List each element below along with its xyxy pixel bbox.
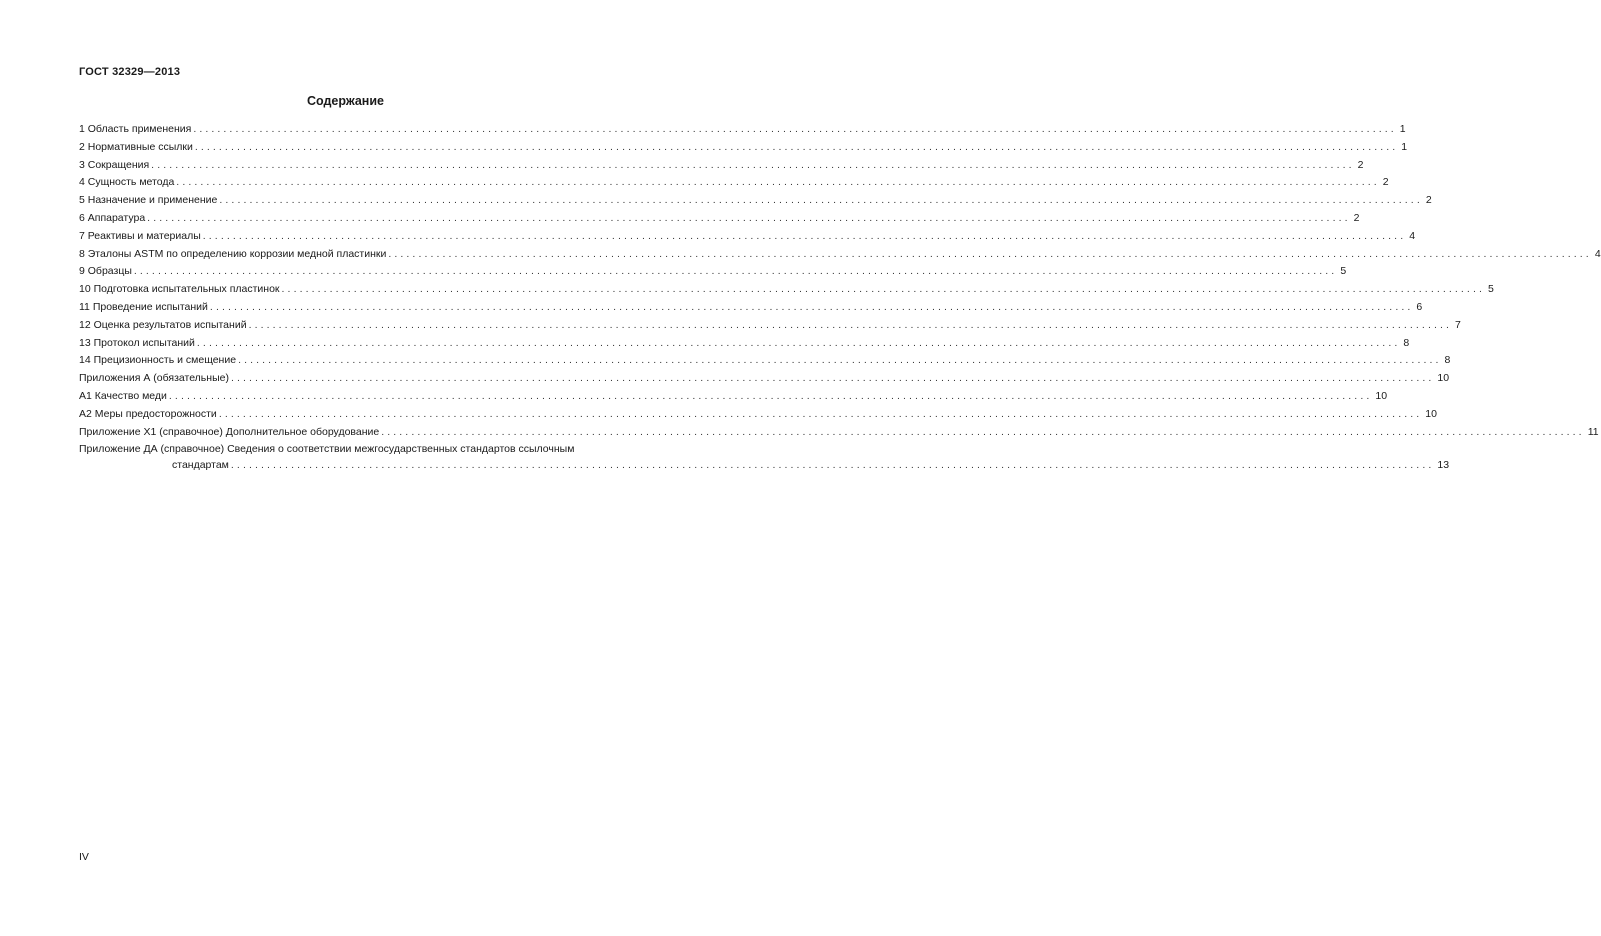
toc-item: [79, 406, 1437, 424]
toc-item: [79, 424, 1599, 442]
toc-item-label: 2 Нормативные ссылки: [79, 140, 193, 153]
toc-item-label: 13 Протокол испытаний: [79, 336, 195, 349]
toc-item-page: 10: [1425, 407, 1437, 420]
toc-item-page: 8: [1444, 354, 1451, 367]
toc-item-label: 9 Образцы: [79, 265, 132, 278]
toc-item: [79, 228, 1416, 246]
toc-item: [79, 246, 1601, 264]
toc-item: [79, 263, 1347, 281]
toc-item: [79, 192, 1432, 210]
toc-item-label: 12 Оценка результатов испытаний: [79, 318, 247, 331]
toc-item: [79, 388, 1388, 406]
toc-item-label: 6 Аппаратура: [79, 211, 146, 224]
toc-item-page: 2: [1425, 194, 1432, 207]
toc-item: [79, 281, 1494, 299]
toc-item-page: 4: [1594, 247, 1601, 260]
toc-item-label: А1 Качество меди: [79, 389, 167, 402]
toc-item-page: 5: [1340, 265, 1347, 278]
toc-item-page: 13: [1437, 459, 1450, 472]
toc-item: [79, 157, 1364, 175]
toc-item-page: 11: [1587, 425, 1599, 438]
toc-dot-leader: ........................................................................................................................................................................................................: [248, 318, 1453, 331]
toc-dot-leader: ........................................................................................................................................................................................................: [194, 140, 1399, 153]
toc-item-page: 6: [1416, 300, 1423, 313]
toc-item-page: 1: [1401, 140, 1408, 153]
toc-item: [79, 335, 1410, 353]
toc-item-continuation: [79, 457, 1450, 473]
toc-item-page: 2: [1353, 211, 1360, 224]
page-number: IV: [79, 851, 89, 863]
toc-item: [79, 299, 1423, 317]
toc-title: Содержание: [306, 94, 384, 108]
toc-dot-leader: ........................................................................................................................................................................................................: [193, 123, 1397, 135]
toc-item-page: 10: [1437, 372, 1450, 385]
toc-item-label: 11 Проведение испытаний: [79, 300, 208, 313]
toc-item: [79, 352, 1451, 370]
toc-dot-leader: ........................................................................................................................................................................................................: [147, 211, 1351, 224]
toc-item: [79, 370, 1450, 388]
toc-item-page: 8: [1403, 336, 1410, 349]
toc-item-page: 4: [1409, 229, 1416, 242]
document-code: ГОСТ 32329—2013: [79, 66, 181, 78]
toc-item: [79, 174, 1389, 192]
toc-item-label: Приложение ДА (справочное) Сведения о соответствии межгосударственных стандартов ссылочным: [79, 443, 575, 456]
toc-dot-leader: ........................................................................................................................................................................................................: [151, 158, 1355, 171]
toc-item-label: А2 Меры предосторожности: [79, 407, 217, 420]
toc-dot-leader: ........................................................................................................................................................................................................: [219, 194, 1423, 207]
toc-item-label: 8 Эталоны ASTM по определению коррозии медной пластинки: [79, 247, 387, 260]
toc-dot-leader: ........................................................................................................................................................................................................: [218, 407, 1423, 420]
toc-dot-leader: ........................................................................................................................................................................................................: [230, 459, 1435, 472]
toc-dot-leader: ........................................................................................................................................................................................................: [168, 389, 1373, 402]
toc-item: [79, 441, 1450, 473]
toc-item-label: 5 Назначение и применение: [79, 194, 218, 207]
toc-item-page: 1: [1399, 123, 1406, 135]
toc-dot-leader: ........................................................................................................................................................................................................: [176, 176, 1380, 189]
toc-item: [79, 139, 1408, 157]
toc-item: [79, 317, 1461, 335]
toc-dot-leader: ........................................................................................................................................................................................................: [281, 283, 1485, 296]
toc-item-label: Приложения А (обязательные): [79, 372, 229, 385]
toc-item-page: 2: [1357, 158, 1364, 171]
toc-dot-leader: ........................................................................................................................................................................................................: [230, 372, 1435, 385]
toc-item-label: 1 Область применения: [79, 123, 192, 135]
toc-item: [79, 210, 1360, 228]
toc-item-label: 10 Подготовка испытательных пластинок: [79, 283, 280, 296]
toc-item-page: 2: [1382, 176, 1389, 189]
toc-dot-leader: ........................................................................................................................................................................................................: [388, 247, 1592, 260]
toc-dot-leader: ........................................................................................................................................................................................................: [133, 265, 1338, 278]
toc-item: [79, 121, 1406, 139]
toc-item-label: 4 Сущность метода: [79, 176, 175, 189]
toc-dot-leader: ........................................................................................................................................................................................................: [238, 354, 1442, 367]
table-of-contents: [79, 121, 1601, 473]
toc-dot-leader: ........................................................................................................................................................................................................: [209, 300, 1414, 313]
toc-item-label-continued: стандартам: [172, 459, 229, 472]
toc-item-label: 14 Прецизионность и смещение: [79, 354, 237, 367]
toc-item-label: 7 Реактивы и материалы: [79, 229, 201, 242]
toc-item-page: 10: [1375, 389, 1388, 402]
toc-item-page: 7: [1455, 318, 1461, 331]
toc-dot-leader: ........................................................................................................................................................................................................: [202, 229, 1407, 242]
toc-dot-leader: ........................................................................................................................................................................................................: [196, 336, 1401, 349]
toc-item-label: 3 Сокращения: [79, 158, 150, 171]
toc-dot-leader: ........................................................................................................................................................................................................: [381, 425, 1585, 438]
toc-item-page: 5: [1487, 283, 1494, 296]
toc-item-label: Приложение Х1 (справочное) Дополнительное оборудование: [79, 425, 380, 438]
